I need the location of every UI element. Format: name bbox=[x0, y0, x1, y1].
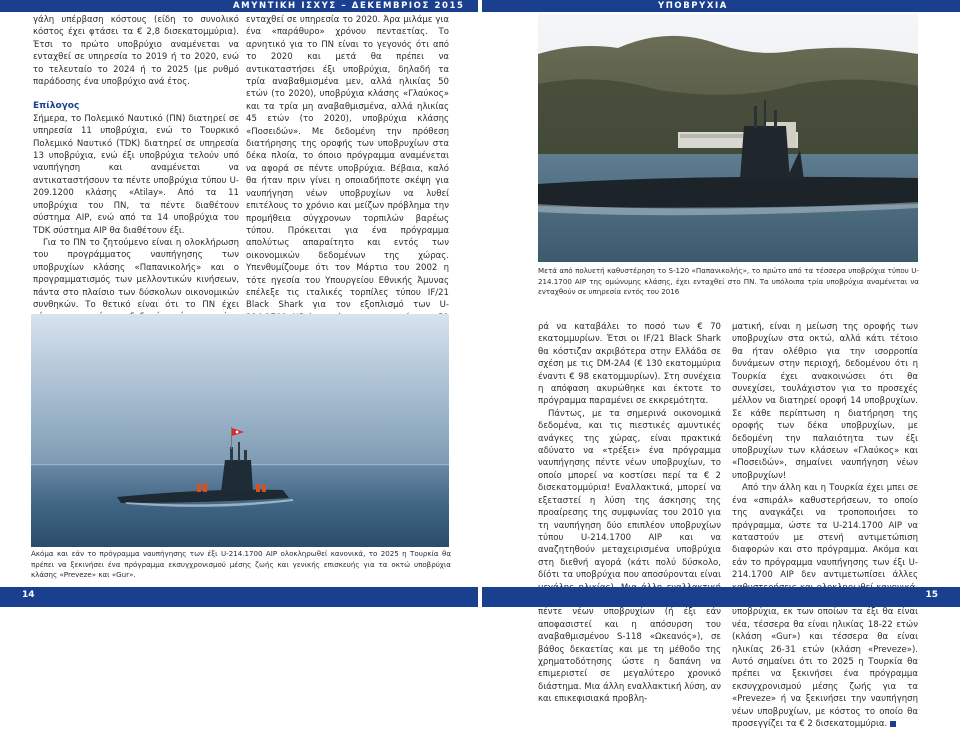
article-column-4 bbox=[732, 321, 918, 730]
photo-caption-left: Ακόμα και εάν το πρόγραμμα ναυπήγησης των έξι U-214.1700 AIP ολοκληρωθεί κανονικά, το 2025 η Τουρκία θα πρέπει να ξεκινήσει ένα πρόγραμμα εκσυγχρονισμού μέσης ζωής και γενικής επισκευής για τα οκτώ υποβρύχια κλάσης «Preveze» και «Gur». bbox=[31, 549, 451, 579]
footer-bar-left bbox=[0, 587, 478, 607]
section-heading: Επίλογος bbox=[33, 101, 80, 112]
paragraph: Πάντως, με τα σημερινά οικονομικά δεδομένα, και τις πιεστικές αμυντικές ανάγκες της χώρας, είναι πρακτικά αδύνατο να «τρέξει» ένα πρόγραμμα ναυπήγησης πέντε νέων υποβρυχίων, το οποίο μπορεί να κοστίσει περί τα € 2 δισεκατομμύρια! Εναλλακτικά, μπορεί να εξεταστεί η λύση της άσκησης της προαίρεσης της συμφωνίας του 2010 για τη ναυπήγηση δύο επιπλέον υποβρυχίων τύπου U-214.1700 AIP και να αναζητηθούν μεταχειρισμένα υποβρύχια στη διεθνή αγορά (κάτι πολύ δύσκολο, δίότι τα υποβρύχια που αποσύρονται είναι πέντε νέων υποβρυχίων (ή έξι εάν αποφασιστεί και η απόσυρση του αναβαθμισμένου S-118 «Ωκεανός»), σε βάθος δεκαετίας και με τη μέθοδο της χρηματοδότησης ώστε η δαπάνη να επιμεριστεί σε μεγαλύτερο χρονικό διάστημα. Μια άλλη εναλλακτική λύση, αν και επικεφισιακά προβλη- bbox=[538, 408, 721, 705]
end-of-article-square-icon bbox=[890, 721, 896, 727]
paragraph: Για το ΠΝ το ζητούμενο είναι η ολοκλήρωση του προγράμματος ναυπήγησης των υποβρυχίων κλάσης «Παπανικολής» και ο προγραμματισμός των μελλοντικών κινήσεων, πάντα στο πλαίσιο των δύσκολων οικονομικών συνθηκών. Το θετικό είναι ότι το ΠΝ έχει bbox=[33, 237, 239, 310]
paragraph-text: Από την άλλη και η Τουρκία έχει μπει σε ένα «σπιράλ» καθυστερήσεων, το οποίο της αναγκάζει να τροποποιήσει το πρόγραμμα, ώστε τα U-214.1700 AIP να καταστούν με στενή αντιμετώπιση διαφορών και στο πρόγραμμα. Ακόμα και εάν το πρόγραμμα ναυπήγησης των έξι U-214.1700 AIP δεν αντιμετωπίσει άλλες υποβρύχια, εκ των οποίων τα έξι θα είναι νέα, τέσσερα θα είναι ηλικίας 18-22 ετών (κλάση «Gur») και τέσσερα θα είναι ηλικίας 26-31 ετών (κλάση «Preveze»). Αυτό σημαίνει ότι το 2025 η Τουρκία θα πρέπει να ξεκινήσει ένα πρόγραμμα εκσυγχρονισμού μέσης ζωής για τα «Preveze» ή να ξεκινήσει την ναυπήγηση νέων υποβρυχίων, με κόστος το οποίο θα προσεγγίζει τα € 2 δισεκατομμύρια. bbox=[732, 483, 918, 729]
footer-bar-right bbox=[482, 587, 960, 607]
paragraph: γάλη υπέρβαση κόστους (είδη το συνολικό κόστος έχει φτάσει τα € 2,8 δισεκατομμύρια). Έτσι το πρώτο υποβρύχιο αναμένεται να ενταχθεί σε υπηρεσία το 2019 ή το 2020, ενώ το τελευταίο το 2024 ή το 2025 (με ρυθμό παράδοσης ένα υποβρύχιο ανά έτος. bbox=[33, 15, 239, 88]
paragraph: ματική, είναι η μείωση της οροφής των υποβρυχίων στα οκτώ, αλλά κάτι τέτοιο θα ήταν ολέθριο για την ισορροπία δυνάμεων στην περιοχή, δεδομένου ότι η Τουρκία έχει ανακοινώσει ότι θα συνεχίσει, τουλάχιστον για το προσεχές μέλλον να διατηρεί οροφή 14 υποβρυχίων. Σε κάθε περίπτωση η διατήρηση της οροφής των δέκα υποβρυχίων, με δεδομένη την παλαιότητα των έξι υποβρυχίων των κλάσεων «Γλαύκος» και «Ποσειδών», σημαίνει ναυπήγηση νέων υποβρυχίων! bbox=[732, 322, 918, 481]
page-number-right: 15 bbox=[925, 590, 938, 600]
spine-gap bbox=[478, 0, 482, 12]
photo-submarine-at-sea bbox=[31, 314, 449, 547]
page-footer bbox=[0, 587, 960, 607]
top-header-bar bbox=[0, 0, 960, 12]
paragraph: ενταχθεί σε υπηρεσία το 2020. Άρα μιλάμε για ένα «παράθυρο» χρόνου πενταετίας. Το αρνητικό για το ΠΝ είναι το γεγονός ότι από το 2020 και μετά θα πρέπει να αντικαταστήσει έξι υποβρύχια, δηλαδή τα τρία αναβαθμισμένα μεν, αλλά ηλικίας 50 ετών (το 2020), υποβρύχια κλάσης «Γλαύκος» και τα τρία μη αναβαθμισμένα, αλλά ηλικίας 45 ετών (το 2020), υποβρύχια κλάσης «Ποσειδών». Με δεδομένη την πρόθεση διατήρησης της οροφής των υποβρυχίων στα δέκα πλοία, το όποιο πρόγραμμα αναμένεται να αφορά σε πέντε υποβρύχια. Βέβαια, καλό θα ήταν πριν γίνει η οποιαδήποτε σκέψη για ναυπήγηση νέων υποβρυχίων να λυθεί επιτέλους το χρόνιο και μείζων πρόβλημα την προμήθεια σύγχρονων τορπιλών βαρέως τύπου. Πρόκειται για ένα πρόγραμμα απολύτως απαραίτητο και εντός των οικονομικών δεδομένων της χώρας. Υπενθυμίζουμε ότι τον Μάρτιο του 2002 η τότε ηγεσία του Υπουργείου Εθνικής Άμυνας επέλεξε τις ιταλικές τορπίλες τύπου IF/21 Black Shark για τον εξοπλισμό των U- bbox=[246, 15, 449, 311]
page-number-left: 14 bbox=[22, 590, 35, 600]
article-column-1 bbox=[33, 14, 239, 336]
magazine-title: ΑΜΥΝΤΙΚΗ ΙΣΧΥΣ – ΔΕΚΕΜΒΡΙΟΣ 2015 bbox=[233, 1, 465, 11]
section-title: ΥΠΟΒΡΥΧΙΑ bbox=[657, 1, 728, 11]
article-column-2 bbox=[246, 14, 449, 361]
article-column-3 bbox=[538, 321, 721, 706]
paragraph: Σήμερα, το Πολεμικό Ναυτικό (ΠΝ) διατηρεί σε υπηρεσία 11 υποβρύχια, ενώ το Τουρκικό Πολεμικό Ναυτικό (ΤDK) διατηρεί σε υπηρεσία 13 υποβρύχια, ενώ έξι υποβρύχια τελούν υπό ναυπήγηση και αναμένεται να αντικαταστήσουν τα πέντε υποβρύχια τύπου U-209.1200 κλάσης «Atilay». Από τα 11 υποβρύχια του ΠΝ, τα πέντε διαθέτουν σύστημα AIP, ενώ από τα 14 υποβρύχια του TDK σύστημα AIP θα διαθέτουν έξι. bbox=[33, 113, 239, 236]
paragraph: ρά να καταβάλει το ποσό των € 70 εκατομμυρίων. Έτσι οι IF/21 Black Shark θα κόστιζαν ακριβότερα στην Ελλάδα σε σχέση με τις DM-2A4 (€ 130 εκατομμύρια έναντι € 98 εκατομμυρίων). Στη συνέχεια η απόφαση ακυρώθηκε και έκτοτε το πρόγραμμα παραμένει σε εκκρεμότητα. bbox=[538, 322, 721, 407]
photo-submarine-in-harbor bbox=[538, 14, 918, 262]
photo-caption-right: Μετά από πολυετή καθυστέρηση το S-120 «Παπανικολής», το πρώτο από τα τέσσερα υποβρύχια τύπου U-214.1700 AIP της ομώνυμης κλάσης, έχει ενταχθεί στο ΠΝ. Τα υπόλοιπα τρία υποβρύχια αναμένεται να ενταχθούν σε υπηρεσία εντός του 2016 bbox=[538, 266, 919, 296]
